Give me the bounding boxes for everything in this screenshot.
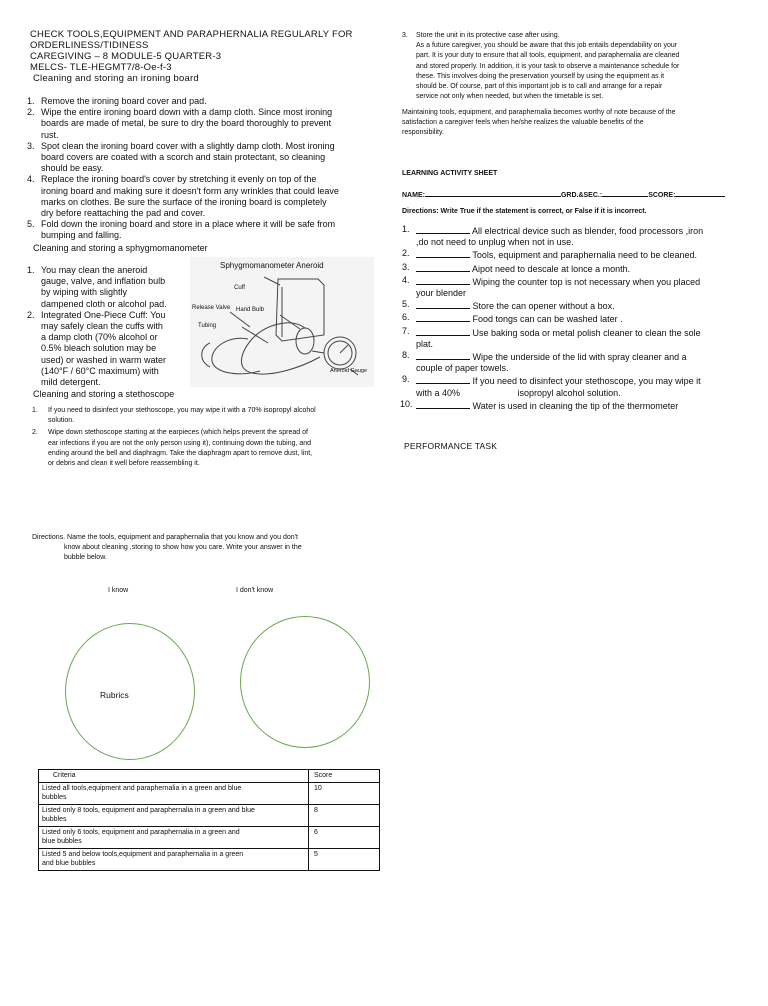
question-item: 8. Wipe the underside of the lid with spray cleaner and a couple of paper towels. — [402, 350, 687, 374]
list-item: 1. Remove the ironing board cover and pad. — [27, 96, 207, 106]
label-tubing: Tubing — [198, 323, 217, 329]
list-item: 2. Wipe down stethoscope starting at the earpieces (which helps prevent the spread of ear infections if you are not the only person using it), continuing down the tubing, and ending around the bell and diaphragm. Take the diaphragm apart to remove dust, lint, or debris and clean it well before reassembling it. — [32, 429, 313, 468]
list-item: 1. You may clean the aneroid gauge, valve, and inflation bulb by wiping with slightly dampened cloth or alcohol pad. — [27, 265, 167, 309]
score-label: SCORE: — [648, 192, 676, 199]
store-unit-item: 3. Store the unit in its protective case after using. As a future caregiver, you should be aware that this job entails dependability on your part. It is your duty to ensure that all tools, equipment, and paraphernalia are cleaned and stored properly. In addition, it is your task to observe a maintenance schedule for these. This involves doing the preservation yourself by using the equipment as it should be. Of course, part of this important job is to call and arrange for a repair service not only when needed, but when the timetable is set. — [402, 32, 680, 101]
answer-blank[interactable] — [416, 350, 470, 360]
grd-sec-field[interactable] — [602, 187, 648, 197]
list-item: 2. Wipe the entire ironing board down with a damp cloth. Since most ironing boards are made of metal, be sure to dry the board thoroughly to prevent rust. — [27, 107, 333, 140]
table-row — [39, 782, 380, 804]
label-hand-bulb: Hand Bulb — [236, 307, 265, 313]
grd-sec-label: GRD.&SEC.: — [560, 192, 603, 199]
score-cell: 5 — [309, 848, 380, 870]
i-dont-know-label: I don't know — [236, 587, 274, 594]
list-item: 2. Integrated One-Piece Cuff: You may safely clean the cuffs with a damp cloth (70% alcohol or 0.5% bleach solution may be used) or washed in warm water (140°F / 60°C maximum) with mild detergent. — [27, 309, 167, 388]
criteria-cell: Listed all tools,equipment and paraphernalia in a green and blue bubbles — [39, 782, 309, 804]
ironing-title: Cleaning and storing an ironing board — [33, 73, 199, 84]
header-line-2: ORDERLINESS/TIDINESS — [30, 40, 149, 51]
name-field[interactable] — [425, 187, 561, 197]
las-title: LEARNING ACTIVITY SHEET — [402, 170, 498, 177]
i-know-label: I know — [108, 587, 129, 594]
score-header: Score — [309, 770, 380, 783]
maintaining-paragraph: Maintaining tools, equipment, and paraphernalia becomes worthy of note because of the satisfaction a caregiver feels when he/she realizes the valuable benefits of the responsibility. — [402, 109, 676, 137]
rubric-table — [38, 769, 380, 871]
name-label: NAME: — [402, 192, 425, 199]
sphygmomanometer-figure — [190, 257, 374, 387]
answer-blank[interactable] — [416, 224, 470, 234]
question-item: 6. Food tongs can can be washed later . — [402, 312, 623, 325]
score-cell: 10 — [309, 782, 380, 804]
answer-blank[interactable] — [416, 275, 470, 285]
bubble-directions: Directions. Name the tools, equipment and paraphernalia that you know and you don't know about cleaning ,storing to show how you care. Write your answer in the bubble below. — [32, 534, 302, 562]
label-release-valve: Release Valve — [192, 305, 231, 311]
question-item: 5. Store the can opener without a box. — [402, 299, 615, 312]
question-item: 4. Wiping the counter top is not necessary when you placed your blender — [402, 274, 701, 299]
stethoscope-steps — [32, 406, 372, 469]
answer-blank[interactable] — [416, 326, 470, 336]
header-line-1: CHECK TOOLS,EQUIPMENT AND PARAPHERNALIA REGULARLY FOR — [30, 29, 353, 40]
question-item: 3. Aipot need to descale at lonce a month. — [402, 261, 631, 274]
table-row — [39, 826, 380, 848]
ironing-steps — [27, 96, 367, 242]
true-false-questions — [402, 224, 747, 412]
question-item: 2. Tools, equipment and paraphernalia need to be cleaned. — [402, 248, 698, 261]
answer-blank[interactable] — [416, 299, 470, 309]
score-cell: 6 — [309, 826, 380, 848]
criteria-cell: Listed 5 and below tools,equipment and paraphernalia in a green and blue bubbles — [39, 848, 309, 870]
label-aneroid-gauge: Aneroid Gauge — [330, 368, 367, 374]
header-line-4: MELCS- TLE-HEGMT7/8-Oe-f-3 — [30, 62, 172, 73]
answer-blank[interactable] — [416, 248, 470, 258]
list-item: 5. Fold down the ironing board and store in a place where it will be safe from bumping and falling. — [27, 219, 336, 241]
name-grade-score-line — [402, 187, 747, 201]
answer-blank[interactable] — [416, 312, 470, 322]
table-header-row — [39, 770, 380, 783]
stethoscope-title: Cleaning and storing a stethoscope — [33, 389, 175, 399]
answer-blank[interactable] — [416, 262, 470, 272]
answer-blank[interactable] — [416, 374, 470, 384]
table-row — [39, 848, 380, 870]
list-item: 1. If you need to disinfect your stethoscope, you may wipe it with a 70% isopropyl alcohol solution. — [32, 407, 316, 425]
question-item: 7. Use baking soda or metal polish cleaner to clean the sole plat. — [402, 325, 701, 349]
sphyg-title: Cleaning and storing a sphygmomanometer — [33, 243, 208, 253]
score-cell: 8 — [309, 804, 380, 826]
criteria-cell: Listed only 8 tools, equipment and paraphernalia in a green and blue bubbles — [39, 804, 309, 826]
tf-directions: Directions: Write True if the statement is correct, or False if it is incorrect. — [402, 208, 647, 215]
sphyg-steps — [27, 265, 207, 388]
performance-task-heading: PERFORMANCE TASK — [404, 441, 498, 451]
table-row — [39, 804, 380, 826]
list-item: 3. Spot clean the ironing board cover with a slightly damp cloth. Most ironing board covers are coated with a scorch and stain protectant, so cleaning should be easy. — [27, 140, 335, 174]
criteria-header: Criteria — [39, 770, 309, 783]
rubrics-label: Rubrics — [100, 690, 129, 700]
header-line-3: CAREGIVING – 8 MODULE-5 QUARTER-3 — [30, 51, 222, 62]
figure-title: Sphygmomanometer Aneroid — [220, 261, 324, 270]
question-item: 1. All electrical device such as blender, food processors ,iron ,do not need to unplug when not in use. — [402, 224, 704, 248]
i-know-bubble[interactable] — [65, 623, 195, 760]
label-cuff: Cuff — [234, 285, 245, 291]
question-item: 9. If you need to disinfect your stethoscope, you may wipe it with a 40% isopropyl alcohol solution. — [402, 374, 701, 398]
list-item: 4. Replace the ironing board's cover by stretching it evenly on top of the ironing board and making sure it doesn't form any wrinkles that could leave marks on clothes. Be sure the surface of the ironing board is completely dry before reattaching the pad and cover. — [27, 174, 339, 219]
answer-blank[interactable] — [416, 399, 470, 409]
criteria-cell: Listed only 6 tools, equipment and paraphernalia in a green and blue bubbles — [39, 826, 309, 848]
i-dont-know-bubble[interactable] — [240, 616, 370, 748]
score-field[interactable] — [675, 187, 725, 197]
question-item: 10. Water is used in cleaning the tip of the thermometer — [400, 398, 679, 411]
worksheet-header — [30, 29, 353, 84]
